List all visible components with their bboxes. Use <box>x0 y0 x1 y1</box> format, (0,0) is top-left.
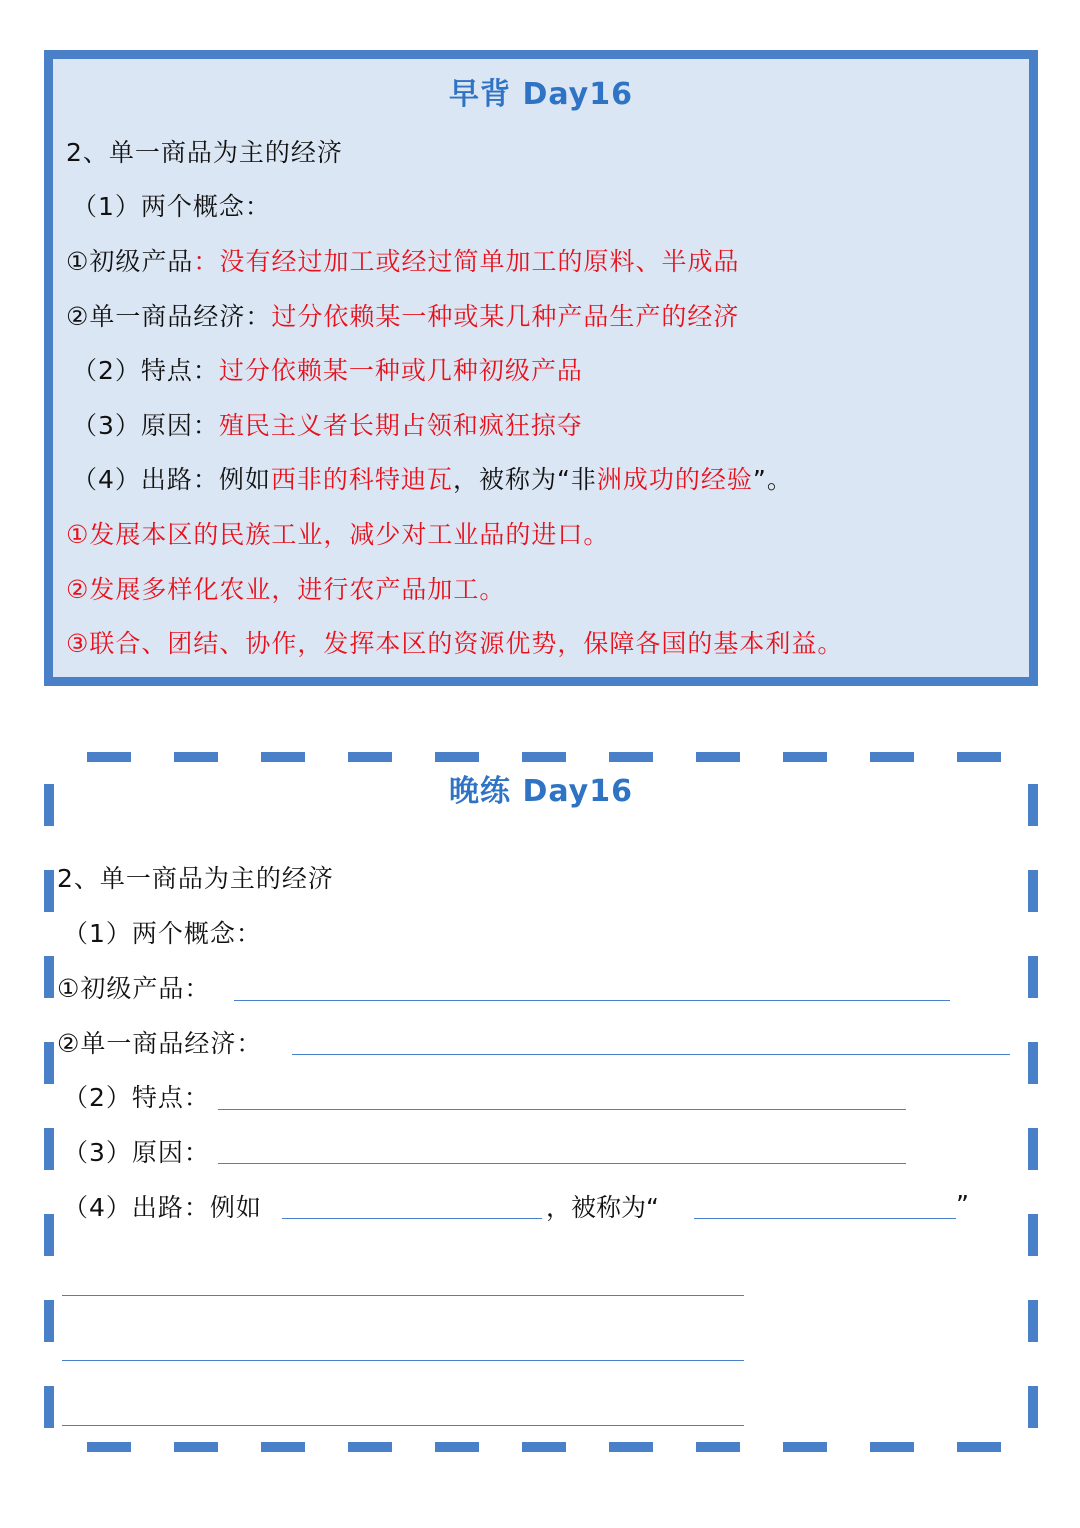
evening-concept-1-label: ①初级产品： <box>57 974 211 1003</box>
border-dash <box>44 1214 54 1256</box>
blank-measure-3[interactable] <box>62 1425 744 1426</box>
border-dash <box>1028 1042 1038 1084</box>
measure-1: ①发展本区的民族工业，减少对工业品的进口。 <box>66 520 610 549</box>
border-dash <box>696 752 740 762</box>
border-dash <box>44 1386 54 1428</box>
border-dash <box>1028 956 1038 998</box>
border-dash <box>348 752 392 762</box>
border-dash <box>609 752 653 762</box>
border-dash <box>435 1442 479 1452</box>
border-dash <box>783 752 827 762</box>
evening-title: 晚练 Day16 <box>449 774 633 809</box>
border-dash <box>174 752 218 762</box>
evening-concept-2-label: ②单一商品经济： <box>57 1029 263 1058</box>
blank-cause[interactable] <box>218 1163 906 1164</box>
morning-sub1: （1）两个概念： <box>72 192 271 221</box>
blank-concept-1[interactable] <box>234 1000 950 1001</box>
border-dash <box>1028 1386 1038 1428</box>
border-dash <box>522 752 566 762</box>
morning-cause <box>66 409 583 443</box>
solution-end: ”。 <box>752 465 793 494</box>
concept-1-answer: 没有经过加工或经过简单加工的原料、半成品 <box>219 247 740 276</box>
border-dash <box>609 1442 653 1452</box>
measure-2: ②发展多样化农业，进行农产品加工。 <box>66 575 506 604</box>
feature-label: （2）特点： <box>72 356 219 385</box>
measure-3: ③联合、团结、协作，发挥本区的资源优势，保障各国的基本利益。 <box>66 629 844 658</box>
border-dash <box>1028 870 1038 912</box>
evening-solution-mid: ，被称为“ <box>546 1193 659 1222</box>
border-dash <box>870 752 914 762</box>
border-dash <box>435 752 479 762</box>
border-dash <box>957 1442 1001 1452</box>
morning-solution <box>66 463 793 497</box>
border-dash <box>870 1442 914 1452</box>
solution-mid: ，被称为“非 <box>452 465 597 494</box>
blank-measure-1[interactable] <box>62 1295 744 1296</box>
evening-feature-label: （2）特点： <box>63 1083 210 1112</box>
border-dash <box>44 956 54 998</box>
concept-1-colon: ： <box>193 247 220 276</box>
border-dash <box>87 1442 131 1452</box>
evening-solution-label: （4）出路：例如 <box>63 1193 262 1222</box>
blank-concept-2[interactable] <box>292 1054 1010 1055</box>
evening-heading: 2、单一商品为主的经济 <box>57 864 334 893</box>
border-dash <box>44 1128 54 1170</box>
morning-card <box>44 50 1038 686</box>
border-dash <box>522 1442 566 1452</box>
morning-concept-2 <box>66 300 739 334</box>
evening-sub1: （1）两个概念： <box>63 919 262 948</box>
blank-measure-2[interactable] <box>62 1360 744 1361</box>
evening-card <box>44 750 1038 1456</box>
evening-cause-label: （3）原因： <box>63 1138 210 1167</box>
border-dash <box>44 1042 54 1084</box>
blank-solution-place[interactable] <box>282 1218 542 1219</box>
solution-praise: 洲成功的经验 <box>596 465 753 494</box>
concept-1-label: ①初级产品 <box>66 247 194 276</box>
concept-2-answer: 过分依赖某一种或某几种产品生产的经济 <box>271 302 740 331</box>
border-dash <box>87 752 131 762</box>
border-dash <box>348 1442 392 1452</box>
solution-label: （4）出路：例如 <box>72 465 271 494</box>
concept-2-label: ②单一商品经济： <box>66 302 272 331</box>
morning-feature <box>66 354 583 388</box>
morning-heading: 2、单一商品为主的经济 <box>66 138 343 167</box>
evening-solution-end: ” <box>956 1190 969 1219</box>
border-dash <box>261 752 305 762</box>
morning-title: 早背 Day16 <box>449 77 633 112</box>
border-dash <box>696 1442 740 1452</box>
border-dash <box>1028 1214 1038 1256</box>
blank-solution-praise[interactable] <box>694 1218 956 1219</box>
cause-label: （3）原因： <box>72 411 219 440</box>
solution-place: 西非的科特迪瓦 <box>270 465 453 494</box>
feature-answer: 过分依赖某一种或几种初级产品 <box>218 356 583 385</box>
border-dash <box>1028 1300 1038 1342</box>
border-dash <box>1028 1128 1038 1170</box>
border-dash <box>783 1442 827 1452</box>
blank-feature[interactable] <box>218 1109 906 1110</box>
border-dash <box>44 870 54 912</box>
border-dash <box>261 1442 305 1452</box>
cause-answer: 殖民主义者长期占领和疯狂掠夺 <box>218 411 583 440</box>
border-dash <box>174 1442 218 1452</box>
morning-concept-1 <box>66 245 739 279</box>
border-dash <box>44 1300 54 1342</box>
border-dash <box>957 752 1001 762</box>
